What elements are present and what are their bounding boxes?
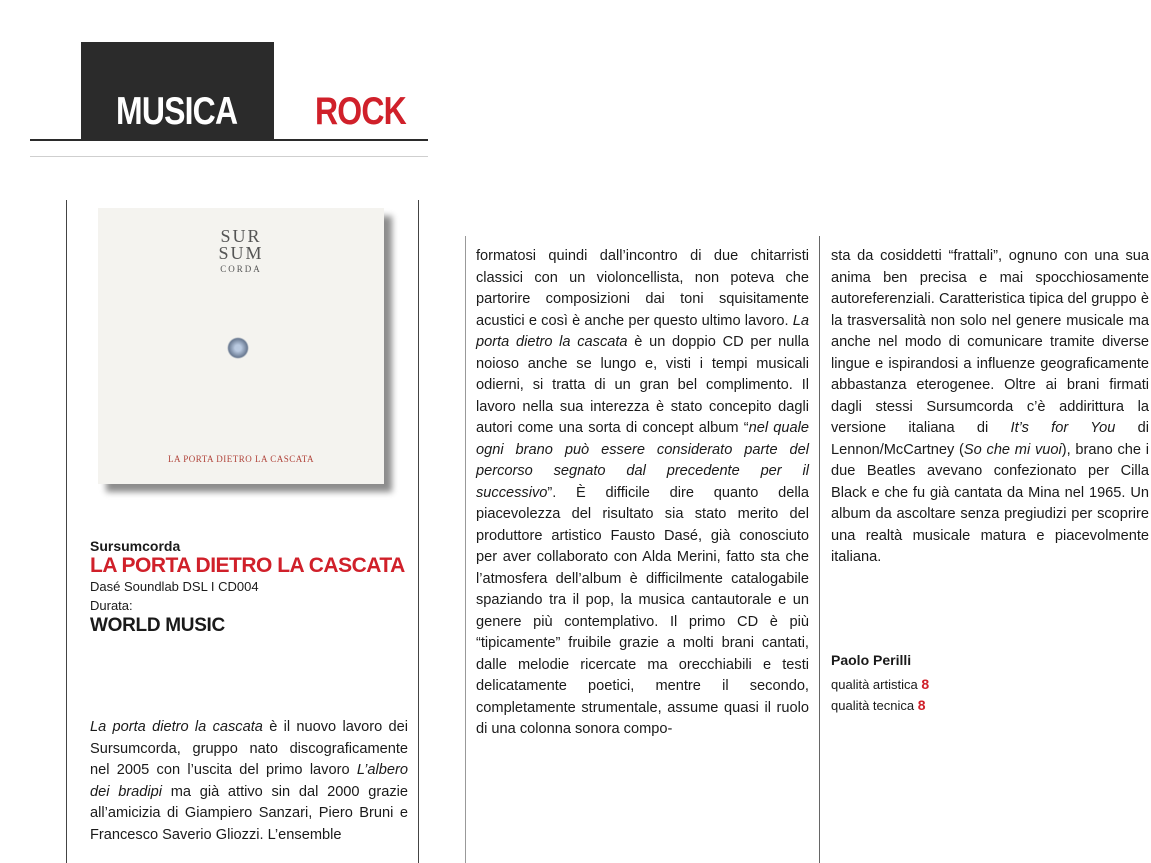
rating-label: qualità artistica	[831, 677, 918, 692]
text-column-3	[831, 246, 1149, 569]
cover-subtitle: LA PORTA DIETRO LA CASCATA	[167, 454, 315, 464]
artist-name: Sursumcorda	[90, 538, 181, 554]
cover-title-line-1: SUR	[220, 226, 262, 246]
text-column-2	[476, 246, 809, 741]
paragraph-text: sta da cosiddetti “frattali”, ognuno con una sua anima ben precisa e mai spocchiosamente autoreferenziali. Caratteristica tipica del gruppo è la trasversalità non solo nel genere musicale ma anche nel modo di comunicare tramite diverse lingue e ispirandosi a influenze geograficamente abbastanza eterogenee. Oltre ai brani firmati dagli stessi Sursumcorda c’è addirittura la versione italiana di	[831, 248, 1149, 436]
category-title: ROCK	[315, 90, 406, 133]
paragraph-text: è un doppio CD per nulla noioso anche se lungo e, visti i tempi musicali odierni, si tratta di un gran bel complimento. Il lavoro nella sua interezza è stato concepito dagli autori come una sorta di concept album “	[476, 334, 809, 436]
album-credits	[90, 538, 410, 638]
column-divider	[819, 236, 820, 863]
record-label: Dasé Soundlab DSL I CD004	[90, 579, 259, 594]
section-title: MUSICA	[116, 90, 238, 133]
cover-title-line-2: SUM	[218, 243, 264, 263]
rating-label: qualità tecnica	[831, 698, 915, 713]
album-cover	[98, 208, 384, 484]
column-divider	[465, 236, 466, 863]
paragraph-text: ma già attivo sin dal 2000 grazie all’amicizia di Giampiero Sanzari, Piero Bruni e Francesco Saverio Gliozzi. L’ensemble	[90, 783, 409, 843]
paragraph-text: formatosi quindi dall’incontro di due chitarristi classici con un violoncellista, non poteva che partorire composizioni dai toni squisitamente acustici e così è anche per questo ultimo lavoro.	[476, 248, 809, 329]
paragraph-text: è il nuovo lavoro dei Sursumcorda, gruppo nato discograficamente nel 2005 con l’uscita del primo lavoro	[90, 719, 409, 778]
song-title-italian-italic: So che mi vuoi	[963, 441, 1062, 458]
sidebar-border-right	[418, 200, 419, 863]
album-title-italic: La porta dietro la cascata	[476, 312, 809, 350]
paragraph-text: di Lennon/McCartney (	[831, 420, 1149, 458]
rating-value: 8	[921, 676, 930, 692]
first-album-italic: L’albero dei bradipi	[90, 762, 408, 800]
paragraph-text: ”. È difficile dire quanto della piacevolezza del risultato sia stato merito del produttore artistico Fausto Dasé, già conosciuto per aver collaborato con Alda Merini, fatto sta che l’atmosfera dell’album è difficilmente catalogabile spaziando tra il pop, la musica cantautorale e un genere più contemplativo. Il primo CD è più “tipicamente” fruibile grazie a molti brani cantati, dalle melodie ricercate ma orecchiabili e testi delicatamente poetici, mentre il secondo, completamente strumentale, assume quasi il ruolo di una colonna sonora compo-	[476, 484, 809, 737]
sidebar-border-left	[66, 200, 67, 863]
paragraph-text: ), brano che i due Beatles avevano confezionato per Cilla Black e che fu già cantata da Mina nel 1965. Un album da ascoltare senza pregiudizi per scoprire una realtà musicale matura e piacevolmente italiana.	[831, 441, 1149, 565]
album-title: LA PORTA DIETRO LA CASCATA	[90, 554, 405, 577]
song-title-italic: It’s for You	[1010, 420, 1116, 436]
rating-technical	[831, 697, 926, 713]
header-rule	[30, 139, 428, 141]
quote-italic: nel quale ogni brano può essere considerato parte del percorso segnato dal precedente per il successivo	[476, 420, 809, 501]
flower-icon	[227, 337, 249, 359]
duration-label: Durata:	[90, 598, 133, 613]
album-title-italic: La porta dietro la cascata	[90, 719, 263, 735]
header-subrule	[30, 156, 428, 157]
review-author: Paolo Perilli	[831, 652, 912, 668]
genre: WORLD MUSIC	[90, 615, 225, 636]
text-column-1	[90, 717, 408, 846]
rating-value: 8	[917, 697, 926, 713]
cover-title-line-3: CORDA	[220, 264, 262, 274]
rating-artistic	[831, 676, 929, 692]
